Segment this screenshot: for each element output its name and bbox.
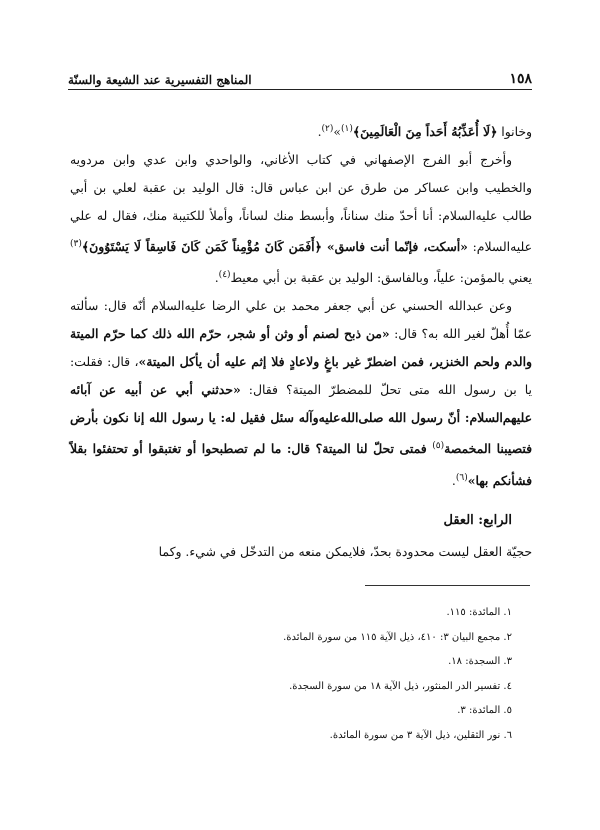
footnote-ref-4: (٤) bbox=[218, 270, 231, 281]
page-header bbox=[68, 63, 532, 90]
footnote-5: ٥. المائدة: ٣. bbox=[457, 705, 512, 716]
footnote-ref-6: (٦) bbox=[455, 472, 468, 483]
footnote-1: ١. المائدة: ١١٥. bbox=[446, 607, 512, 618]
footnote-3: ٣. السجدة: ١٨. bbox=[448, 656, 512, 667]
para3-end: . bbox=[451, 472, 456, 488]
footnote-ref-3: (٣) bbox=[70, 239, 82, 250]
section-paragraph: حجيّة العقل ليست محدودة بحدّ، فلايمكن منعه من التدخّل في شيء. وكما bbox=[158, 544, 532, 559]
para3-text-1: وعن عبدالله الحسني عن أبي جعفر محمد بن علي الرضا عليه‌السلام أنّه قال: سألته عمّا أُهلّ لغير الله به؟ قال: bbox=[70, 298, 532, 342]
page-number: ١٥٨ bbox=[509, 71, 532, 87]
para3-quote-1: «من ذبح لصنم أو وثن أو شجر، حرّم الله ذلك كما حرّم الميتة والدم ولحم الخنزير، فمن اضطرّ غير باغٍ ولاعادٍ فلا إثم عليه أن يأكل الميتة» bbox=[70, 326, 532, 370]
footnote-2: ٢. مجمع البيان ٣: ٤١٠، ذيل الآية ١١٥ من سورة المائدة. bbox=[283, 631, 512, 643]
para1-end: . bbox=[317, 124, 322, 140]
para1-quote: ﴿لَا أُعَذِّبُهُ أَحَداً مِنَ الْعَالَمِينَ﴾ bbox=[352, 124, 498, 140]
footnote-divider bbox=[365, 585, 530, 586]
para2-text-1: وأخرج أبو الفرج الإصفهاني في كتاب الأغاني، والواحدي وابن عدي وابن مردويه والخطيب وابن عساكر من طرق عن ابن عباس قال: قال الوليد بن عقبة لعلي بن أبي طالب عليه‌السلام: أنا أحدّ منك سناناً، وأبسط منك لساناً، وأملأ للكتيبة منك، فقال له علي عليه‌السلام: bbox=[70, 152, 532, 255]
para3-text-2: ، قال: فقلت: يا بن رسول الله متى تحلّ للمضطرّ الميتة؟ فقال: bbox=[70, 354, 532, 398]
para2-end: . bbox=[214, 270, 219, 286]
main-text bbox=[70, 115, 532, 495]
footnote-4: ٤. تفسير الدر المنثور، ذيل الآية ١٨ من سورة السجدة. bbox=[289, 680, 512, 692]
footnotes-list bbox=[70, 601, 512, 748]
footnote-ref-5: (٥) bbox=[432, 441, 445, 452]
para3-quote-2: «حدثني أبي عن أبيه عن آبائه عليهم‌السلام: أنّ رسول الله صلى‌الله‌عليه‌وآله سئل فقيل له: يا رسول الله إنا نكون بأرض فتصيبنا المخمصة bbox=[70, 382, 532, 457]
para3-quote-3: فمتى تحلّ لنا الميتة؟ قال: ما لم تصطبحوا أو تغتبقوا أو تحتفئوا بقلاً فشأنكم بها» bbox=[70, 441, 532, 488]
paragraph-3 bbox=[70, 292, 532, 494]
para1-mid: » bbox=[333, 124, 341, 140]
para2-text-2: يعني بالمؤمن: علياً، وبالفاسق: الوليد بن عقبة بن أبي معيط bbox=[230, 270, 532, 286]
running-title: المناهج التفسيرية عند الشيعة والسنّة bbox=[68, 73, 252, 87]
para1-lead: وخانوا bbox=[497, 124, 532, 140]
section-heading: الرابع: العقل bbox=[443, 513, 512, 528]
paragraph-2 bbox=[70, 146, 532, 292]
paragraph-1 bbox=[70, 115, 532, 146]
footnote-ref-2: (٢) bbox=[321, 124, 334, 134]
footnote-6: ٦. نور الثقلين، ذيل الآية ٣ من سورة المائدة. bbox=[329, 729, 512, 741]
footnote-ref-1: (١) bbox=[340, 124, 353, 134]
para2-quote-1: «أسكت، فإنّما أنت فاسق» ﴿أَفَمَن كَانَ مُؤْمِناً كَمَن كَانَ فَاسِقاً لَا يَسْتَوُونَ﴾ bbox=[81, 239, 468, 255]
